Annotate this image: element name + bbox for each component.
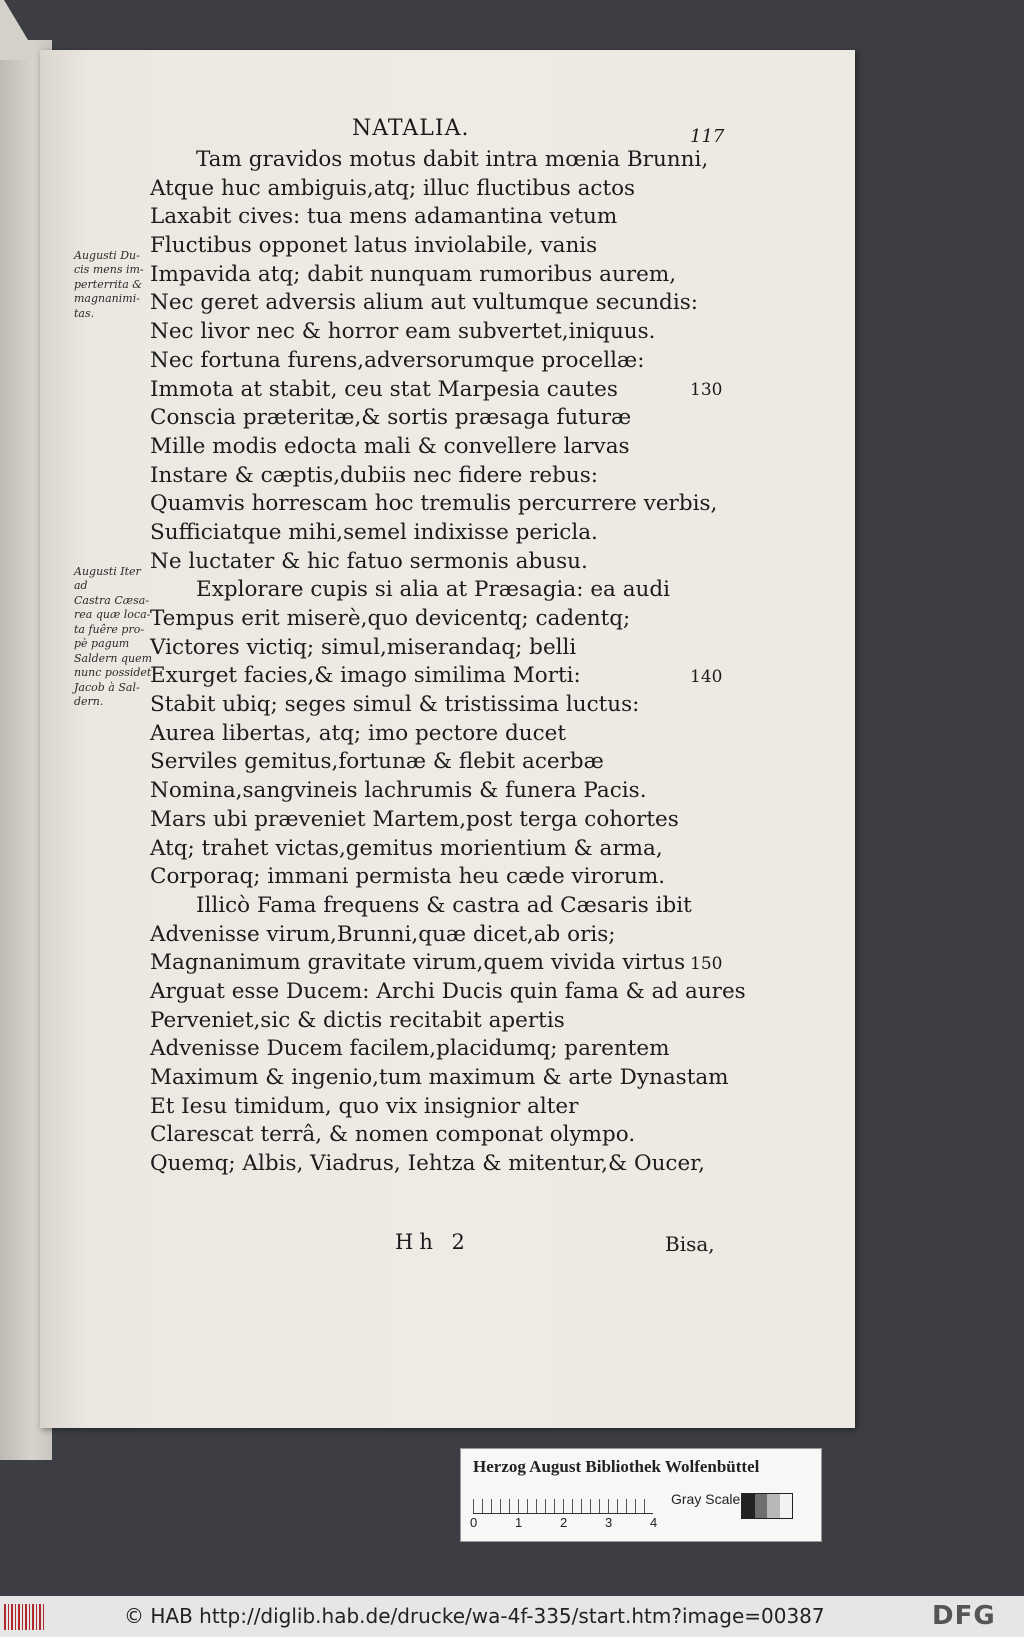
running-head: NATALIA. [352,116,470,141]
dfg-logo: DFG [932,1601,996,1631]
verse-line: Advenisse Ducem facilem,placidumq; parentem [150,1036,670,1062]
ruler-number: 4 [650,1515,658,1530]
verse-line: Ne luctater & hic fatuo sermonis abusu. [150,548,588,574]
gray-scale-swatch [741,1493,793,1519]
library-name: Herzog August Bibliothek Wolfenbüttel [473,1457,760,1476]
margin-note: Augusti Du- cis mens im- perterrita & magnanimi- tas. [74,248,144,320]
barcode-icon [4,1604,46,1630]
ruler-number: 0 [470,1515,478,1530]
line-number: 140 [690,666,723,687]
cm-ruler [473,1489,653,1514]
verse-line: Nec geret adversis alium aut vultumque secundis: [150,290,698,316]
verse-line: Mars ubi præveniet Martem,post terga cohortes [150,806,679,832]
verse-line: Aurea libertas, atq; imo pectore ducet [150,720,567,746]
line-number: 130 [690,379,723,400]
gray-swatch-cell [780,1494,793,1518]
verse-line: Serviles gemitus,fortunæ & flebit acerbæ [150,749,604,775]
verse-line: Sufficiatque mihi,semel indixisse pericla. [150,519,598,545]
verse-line: Tam gravidos motus dabit intra mœnia Brunni, [196,147,709,172]
gray-swatch-cell [742,1494,755,1518]
color-calibration-bar [460,1448,822,1542]
viewer-footer [0,1596,1024,1637]
verse-line: Nec fortuna furens,adversorumque procellæ: [150,347,645,373]
verse-line: Tempus erit miserè,quo devicentq; cadentq; [150,606,631,631]
verse-line: Quemq; Albis, Viadrus, Iehtza & mitentur,& Oucer, [150,1151,705,1177]
verse-line: Atque huc ambiguis,atq; illuc fluctibus actos [150,175,636,201]
catchword: Bisa, [665,1232,715,1256]
ruler-numbers [470,1515,660,1531]
ruler-number: 2 [560,1515,568,1530]
ruler-number: 3 [605,1515,613,1530]
verse-line: Nomina,sangvineis lachrumis & funera Pacis. [150,778,647,804]
verse-line: Exurget facies,& imago similima Morti: [150,663,581,689]
margin-note: Augusti Iter ad Castra Cæsa- rea quæ loca- ta fuêre pro- pè pagum Saldern quem nunc possidet Jacob à Sal- dern. [74,564,153,708]
verse-line: Magnanimum gravitate virum,quem vivida virtus [150,950,686,976]
verse-line: Victores victiq; simul,miserandaq; belli [150,634,577,660]
verse-line: Explorare cupis si alia at Præsagia: ea audi [196,577,671,603]
verse-line: Quamvis horrescam hoc tremulis percurrere verbis, [150,491,718,517]
page-corner [0,0,40,60]
verse-line: Instare & cæptis,dubiis nec fidere rebus: [150,462,599,488]
verse-line: Stabit ubiq; seges simul & tristissima luctus: [150,692,640,718]
verse-line: Laxabit cives: tua mens adamantina vetum [150,204,618,230]
verse-line: Illicò Fama frequens & castra ad Cæsaris ibit [196,892,692,918]
verse-text [150,146,746,1179]
gray-swatch-cell [755,1494,768,1518]
ruler-number: 1 [515,1515,523,1530]
verse-line: Conscia præteritæ,& sortis præsaga futuræ [150,405,632,431]
verse-line: Corporaq; immani permista heu cæde virorum. [150,864,666,890]
verse-line: Advenisse virum,Brunni,quæ dicet,ab oris; [150,921,616,947]
page-number: 117 [690,126,725,147]
verse-line: Fluctibus opponet latus inviolabile, vanis [150,233,598,259]
verse-line: Arguat esse Ducem: Archi Ducis quin fama & ad aures [150,978,746,1004]
verse-line: Et Iesu timidum, quo vix insignior alter [150,1093,579,1119]
verse-line: Impavida atq; dabit nunquam rumoribus aurem, [150,261,677,287]
verse-line: Atq; trahet victas,gemitus morientium & arma, [150,835,663,861]
gray-scale-label: Gray Scale [671,1491,741,1507]
verse-line: Nec livor nec & horror eam subvertet,iniquus. [150,319,656,345]
gray-swatch-cell [767,1494,780,1518]
verse-line: Mille modis edocta mali & convellere larvas [150,433,630,459]
line-number: 150 [690,953,723,974]
signature-mark: Hh 2 [395,1230,471,1254]
verse-line: Perveniet,sic & dictis recitabit apertis [150,1007,565,1033]
copyright-url[interactable]: © HAB http://diglib.hab.de/drucke/wa-4f-335/start.htm?image=00387 [124,1604,825,1628]
verse-line: Immota at stabit, ceu stat Marpesia cautes [150,376,618,402]
verse-line: Clarescat terrâ, & nomen componat olympo. [150,1122,636,1148]
verse-line: Maximum & ingenio,tum maximum & arte Dynastam [150,1065,729,1090]
